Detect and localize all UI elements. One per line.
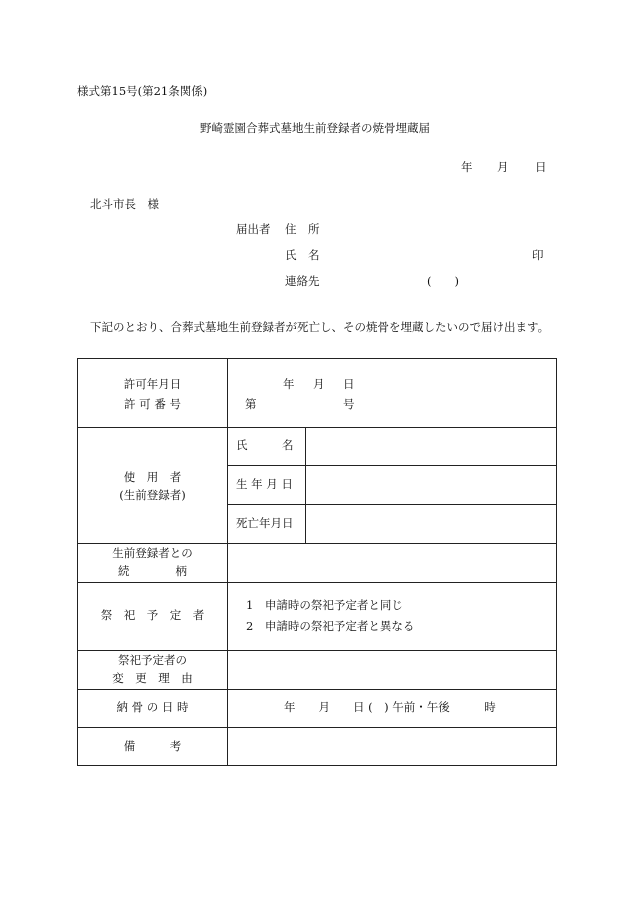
ritual-option-1: 1 申請時の祭祀予定者と同じ — [246, 598, 403, 612]
row-divider — [78, 727, 556, 728]
column-divider — [305, 427, 306, 543]
seal-mark: 印 — [532, 248, 544, 262]
permit-number-label: 許 可 番 号 — [124, 397, 181, 411]
user-name-label: 氏 名 — [236, 438, 294, 452]
name-label: 氏 名 — [285, 248, 320, 262]
applicant-label: 届出者 — [236, 222, 271, 236]
change-reason-label: 祭祀予定者の — [118, 653, 187, 667]
user-death-label: 死亡年月日 — [236, 516, 294, 530]
permit-date-label: 許可年月日 — [123, 377, 182, 391]
row-divider — [228, 504, 556, 505]
user-sublabel: (生前登録者) — [119, 488, 186, 502]
row-divider — [78, 582, 556, 583]
user-label: 使 用 者 — [123, 470, 182, 484]
interment-value: 年 月 日 ( ) 午前・午後 時 — [284, 700, 496, 714]
ritual-option-2: 2 申請時の祭祀予定者と異なる — [246, 619, 415, 633]
permit-year-label: 年 — [283, 377, 295, 391]
permit-month-label: 月 — [313, 377, 325, 391]
contact-label: 連絡先 — [285, 274, 320, 288]
address-label: 住 所 — [285, 222, 320, 236]
remarks-label: 備 考 — [123, 739, 182, 753]
ritual-label: 祭 祀 予 定 者 — [100, 608, 205, 622]
date-day-label: 日 — [535, 160, 547, 174]
interment-label: 納 骨 の 日 時 — [116, 700, 189, 714]
form-table — [77, 358, 557, 766]
date-year-label: 年 — [461, 160, 473, 174]
permit-number-prefix: 第 — [245, 397, 257, 411]
row-divider — [78, 689, 556, 690]
form-title: 野崎霊園合葬式墓地生前登録者の焼骨埋蔵届 — [200, 121, 430, 135]
addressee: 北斗市長 様 — [90, 197, 159, 211]
row-divider — [78, 650, 556, 651]
date-month-label: 月 — [497, 160, 509, 174]
column-divider — [227, 359, 228, 765]
intro-text: 下記のとおり、合葬式墓地生前登録者が死亡し、その焼骨を埋蔵したいので届け出ます。 — [90, 320, 550, 334]
contact-paren: ( ) — [427, 274, 459, 288]
relation-label: 生前登録者との — [112, 546, 193, 560]
row-divider — [228, 465, 556, 466]
change-reason-sublabel: 変 更 理 由 — [112, 671, 193, 685]
row-divider — [78, 427, 556, 428]
row-divider — [78, 543, 556, 544]
user-birth-label: 生 年 月 日 — [236, 477, 293, 491]
form-number: 様式第15号(第21条関係) — [77, 84, 208, 98]
relation-sublabel: 続 柄 — [118, 564, 187, 578]
permit-day-label: 日 — [343, 377, 355, 391]
permit-number-suffix: 号 — [343, 397, 355, 411]
